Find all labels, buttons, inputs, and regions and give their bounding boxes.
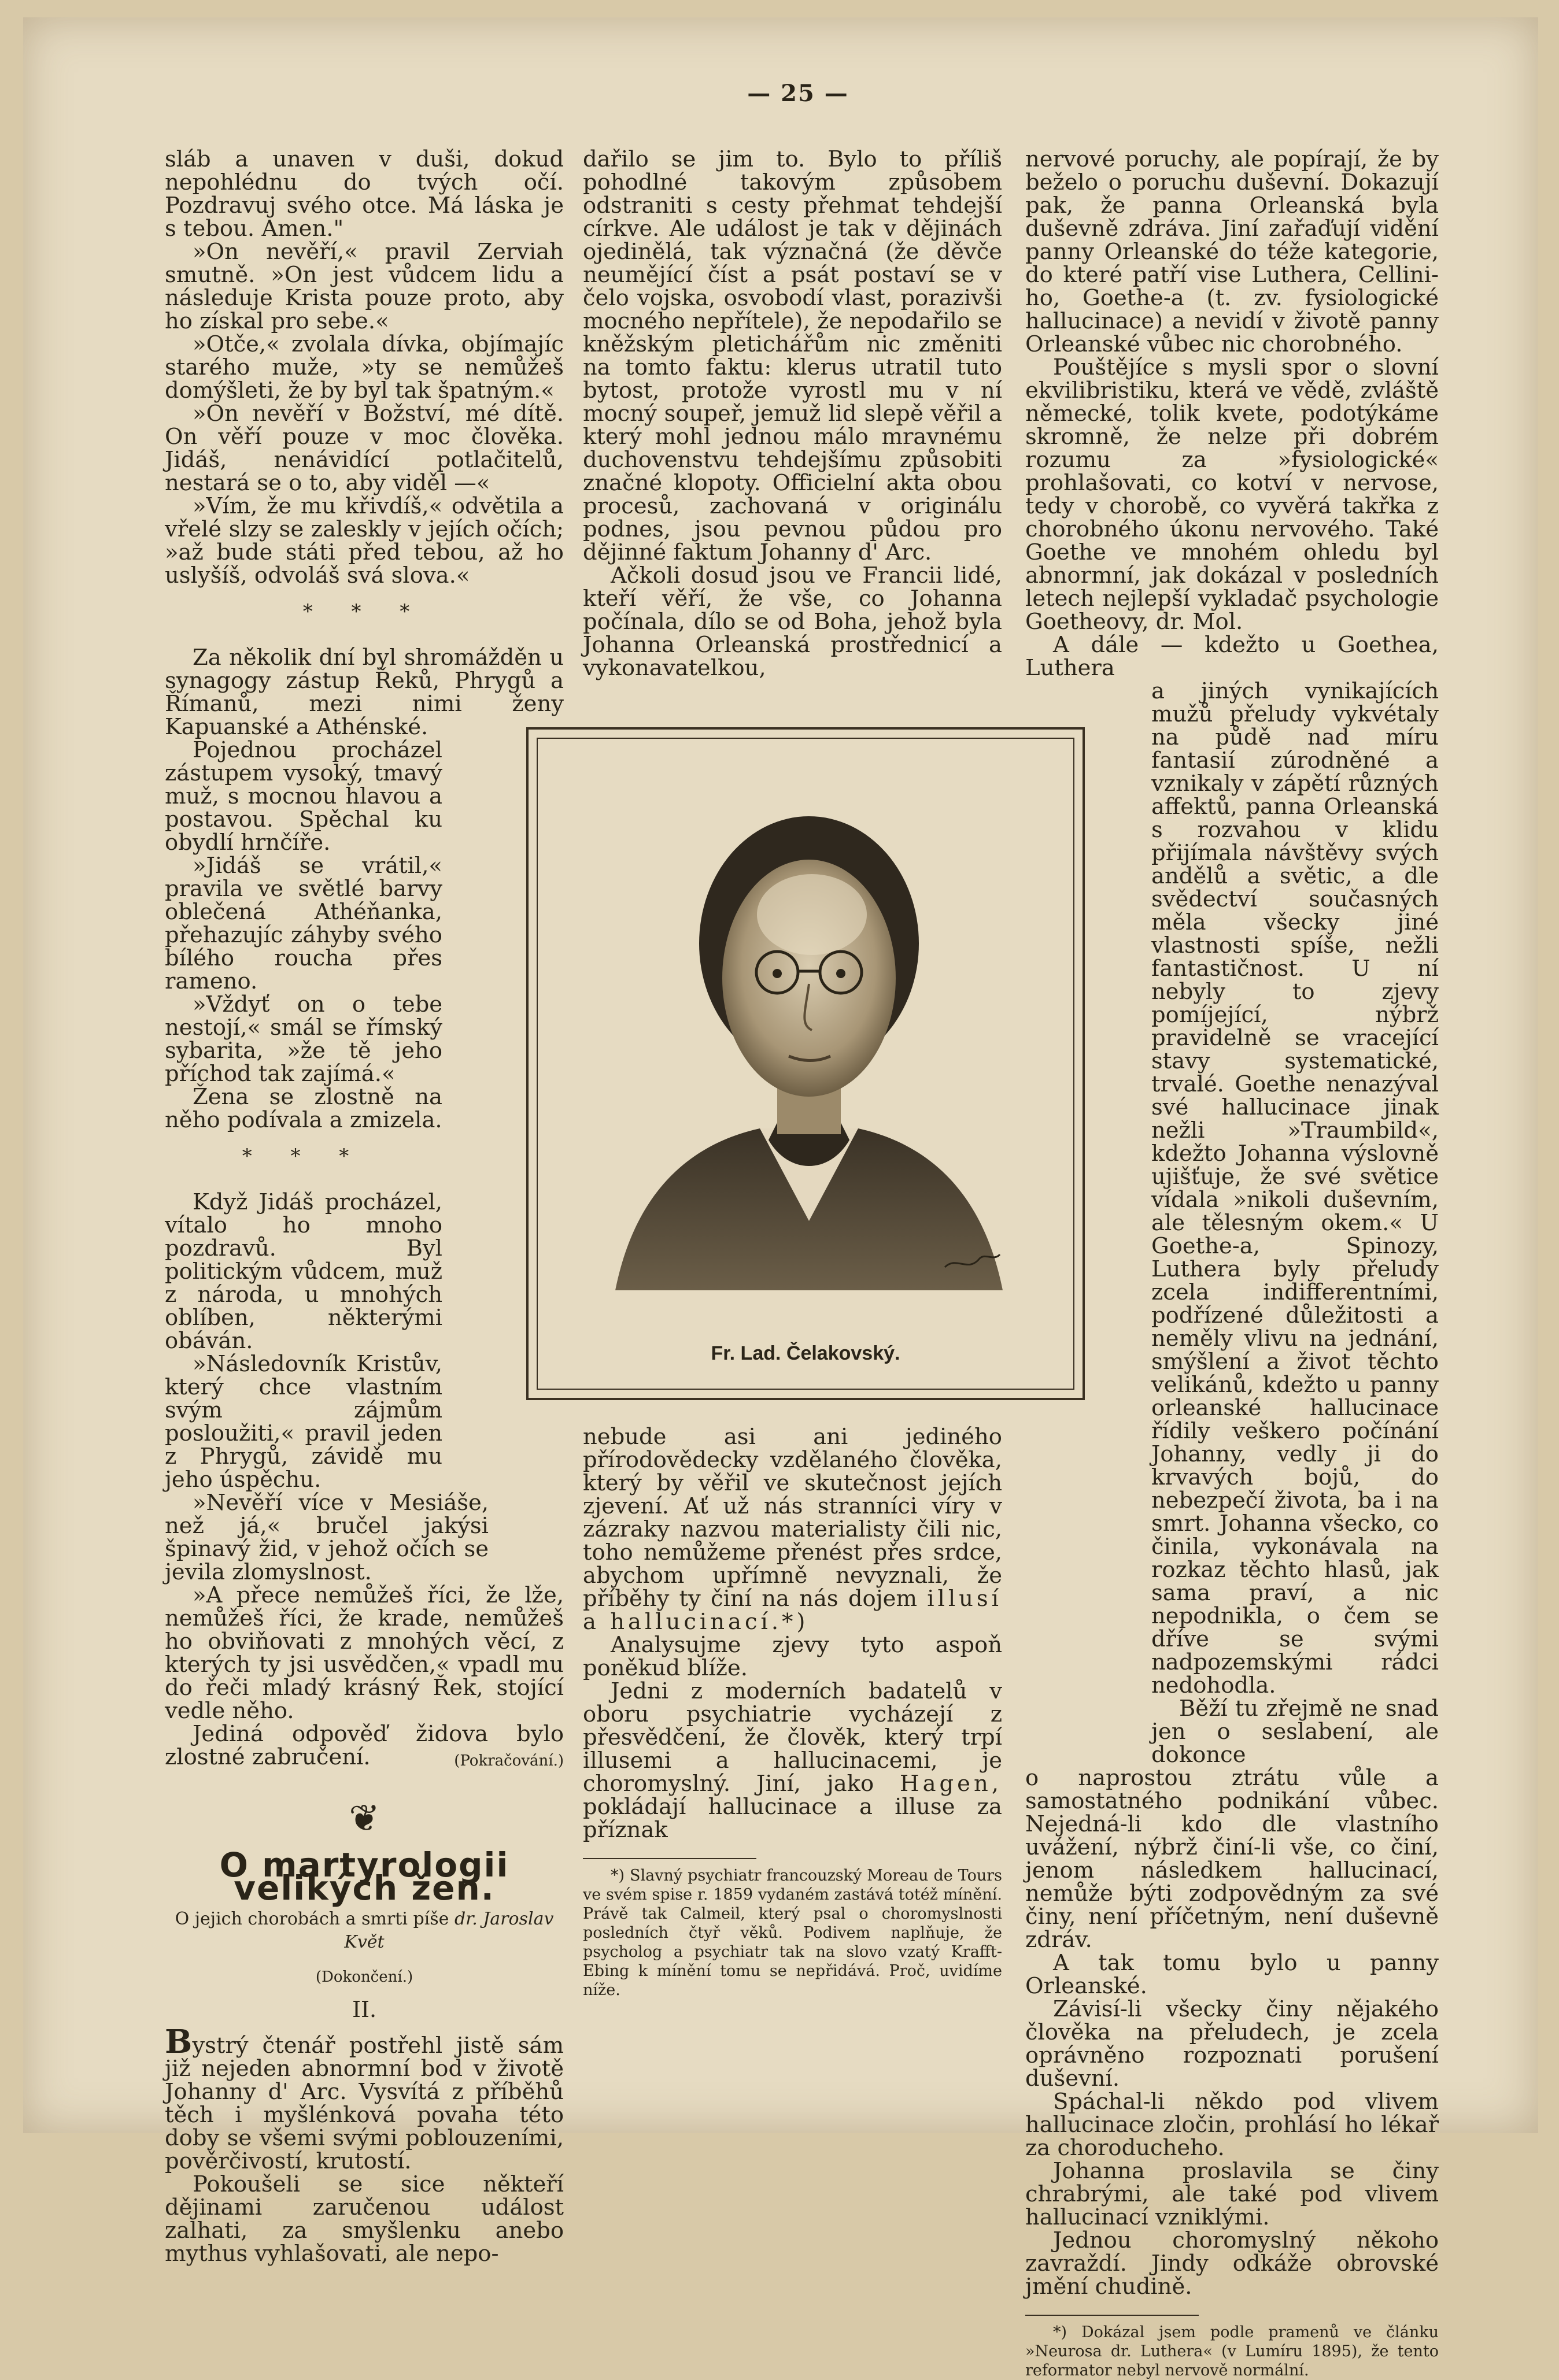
paragraph: »Nevěří více v Mesiáše, než já,« bručel jakýsi špinavý žid, v jehož očích se jevila zlomyslnost. bbox=[165, 1490, 489, 1585]
paragraph: o naprostou ztrátu vůle a samostatného podnikání vůbec. Nejedná-li kdo dle vlastního uvážení, nýbrž činí-li vše, co činí, jenom následkem hallucinací, nemůže býti zodpovědným za své činy, není příčetným, není duševně zdráv. bbox=[1025, 1765, 1439, 1953]
paragraph: Jediná odpověď židova bylo zlostné zabručení. bbox=[165, 1721, 564, 1770]
ornament-icon: ❦ bbox=[349, 1797, 380, 1840]
portrait-image bbox=[569, 770, 1047, 1325]
column-2-lower bbox=[583, 1426, 1002, 2000]
byline-prefix: O jejich chorobách a smrti píše bbox=[175, 1909, 449, 1929]
paragraph: Běží tu zřejmě ne snad jen o seslabení, ale dokonce bbox=[1151, 1696, 1439, 1768]
paragraph-text: nebude asi ani jediného přírodovědecky vzdělaného člověka, který by věřil ve skutečnost jejích zjevení. Ať už nás stranníci víry v zázraky nazvou materialisty čili nic, toho nemůžeme přenést přes srdce, abychom upřímně nevyznali, že příběhy ty činí na nás dojem bbox=[583, 1424, 1002, 1612]
paragraph: »Vím, že mu křivdíš,« odvětila a vřelé slzy se zaleskly v jejích očích; »až bude státi před tebou, až ho uslyšíš, odvoláš svá slova.« bbox=[165, 493, 564, 588]
page-number: — 25 — bbox=[747, 80, 849, 107]
section-divider: * * * bbox=[302, 600, 426, 623]
paragraph: »On nevěří,« pravil Zerviah smutně. »On jest vůdcem lidu a následuje Krista pouze proto, aby ho získal pro sebe.« bbox=[165, 239, 564, 334]
paragraph: »Otče,« zvolala dívka, objímajíc starého muže, »ty se nemůžeš domýšleti, že by byl tak špatným.« bbox=[165, 331, 564, 404]
paragraph: Analysujme zjevy tyto aspoň poněkud blíže. bbox=[583, 1632, 1002, 1681]
paragraph: A tak tomu bylo u panny Orleanské. bbox=[1025, 1950, 1439, 1999]
paragraph: Johanna proslavila se činy chrabrými, ale také pod vlivem hallucinací vzniklými. bbox=[1025, 2158, 1439, 2230]
drop-cap: B bbox=[165, 2023, 193, 2061]
footnote: *) Slavný psychiatr francouzský Moreau de Tours ve svém spise r. 1859 vydaném zastává totéž mínění. Právě tak Calmeil, který psal o choromyslnosti posledních čtyř věků. Podivem naplňuje, že psycholog a psychiatr tak na slovo vzatý Krafft-Ebing k mínění tomu se nepřidává. Proč, uvidíme níže. bbox=[583, 1867, 1002, 1999]
column-2 bbox=[583, 148, 1002, 680]
paragraph: Když Jidáš procházel, vítalo ho mnoho pozdravů. Byl politickým vůdcem, muž z národa, u mnohých oblíben, některými obáván. bbox=[165, 1189, 442, 1354]
portrait-caption: Fr. Lad. Čelakovský. bbox=[711, 1342, 900, 1364]
paragraph: »Vždyť on o tebe nestojí,« smál se římský sybarita, »že tě jeho příchod tak zajímá.« bbox=[165, 991, 442, 1087]
paragraph: nervové poruchy, ale popírají, že by beželo o poruchu duševní. Dokazují pak, že panna Orleanská byla duševně zdráva. Jiní zařaďují vidění panny Orleanské do téže kategorie, do které patří vise Luthera, Cellini-ho, Goethe-a (t. zv. fysiologické hallucinace) a nevidí v životě panny Orleanské vůbec nic chorobného. bbox=[1025, 146, 1439, 357]
newspaper-page bbox=[23, 17, 1538, 2379]
paragraph: Jednou choromyslný někoho zavraždí. Jindy odkáže obrovské jmění chudině. bbox=[1025, 2227, 1439, 2300]
column-1 bbox=[165, 148, 564, 2266]
paragraph bbox=[165, 2023, 564, 2174]
paragraph bbox=[583, 1680, 1002, 1842]
paragraph-text: Jedni z moderních badatelů v oboru psychiatrie vycházejí z přesvědčení, že člověk, který trpí illusemi a hallucinacemi, je choromyslný. Jiní, jako bbox=[583, 1678, 1002, 1797]
paragraph: »On nevěří v Božství, mé dítě. On věří pouze v moc člověka. Jidáš, nenávidící potlačitelů, nestará se o to, aby viděl —« bbox=[165, 401, 564, 496]
footnote-rule bbox=[1025, 2315, 1199, 2316]
emphasis-text: Hagen, bbox=[900, 1771, 1002, 1797]
paragraph-text: ystrý čtenář postřehl jistě sám již nejeden abnormní bod v životě Johanny d' Arc. Vysvítá z příběhů těch i myšlénková povaha této doby se všemi svými poblouzeními, pověrčivostí, krutostí. bbox=[165, 2033, 564, 2174]
paragraph: »Následovník Kristův, který chce vlastním svým zájmům posloužiti,« pravil jeden z Phrygů, závidě mu jeho úspěchu. bbox=[165, 1351, 442, 1493]
author-name: dr. Jaroslav Květ bbox=[344, 1909, 554, 1952]
paragraph: Ačkoli dosud jsou ve Francii lidé, kteří věří, že vše, co Johanna počínala, dílo se od Boha, jehož byla Johanna Orleanská prostřednicí a vykonavatelkou, bbox=[583, 562, 1002, 681]
paragraph: Za několik dní byl shromážděn u synagogy zástup Řeků, Phrygů a Římanů, mezi nimi ženy Kapuanské a Athénské. bbox=[165, 645, 564, 740]
article-status: (Dokončení.) bbox=[315, 1968, 413, 1986]
paragraph: Pojednou procházel zástupem vysoký, tmavý muž, s mocnou hlavou a postavou. Spěchal ku obydlí hrnčíře. bbox=[165, 737, 442, 856]
paragraph: »Jidáš se vrátil,« pravila ve světlé barvy oblečená Athéňanka, přehazujíc záhyby svého bílého roucha přes rameno. bbox=[165, 853, 442, 994]
paragraph bbox=[583, 1426, 1002, 1634]
paragraph: Závisí-li všecky činy nějakého člověka na přeludech, je zcela oprávněno rozpoznati porušení duševní. bbox=[1025, 1996, 1439, 2092]
paragraph: Žena se zlostně na něho podívala a zmizela. bbox=[165, 1084, 442, 1133]
section-divider: * * * bbox=[242, 1145, 365, 1168]
section-number: II. bbox=[352, 1997, 377, 2022]
column-3 bbox=[1025, 148, 1439, 2380]
paragraph: A dále — kdežto u Goethea, Luthera bbox=[1025, 632, 1439, 681]
paragraph: sláb a unaven v duši, dokud nepohlédnu do tvých očí. Pozdravuj svého otce. Má láska je s tebou. Amen." bbox=[165, 146, 564, 242]
paragraph: dařilo se jim to. Bylo to příliš pohodlné takovým způsobem odstraniti s cesty přehmat tehdejší církve. Ale událost je tak v dějinách ojedinělá, tak význačná (že děvče neumějící číst a psát postaví se v čelo vojska, osvobodí vlast, porazivši mocného nepřítele), že nepodařilo se kněžským pletichářům nic změniti na tomto faktu: klerus utratil tuto bytost, protože vyrostl mu v ní mocný soupeř, jemuž lid slepě věřil a který mohl jednou málo mravnému duchovenstvu tehdejšímu způsobiti značné klopoty. Officielní akta obou procesů, zachovaná v originálu podnes, jsou pevnou půdou pro dějinné faktum Johanny d' Arc. bbox=[583, 146, 1002, 565]
continued-note: (Pokračování.) bbox=[454, 1752, 564, 1770]
paragraph: Spáchal-li někdo pod vlivem hallucinace zločin, prohlásí ho lékař za choroducheho. bbox=[1025, 2089, 1439, 2161]
paragraph-text: pokládají hallucinace a illuse za příznak bbox=[583, 1794, 1002, 1843]
paragraph: Pokoušeli se sice někteří dějinami zaručenou událost zalhati, za smyšlenku anebo mythus vyhlašovati, ale nepo- bbox=[165, 2171, 564, 2267]
footnote: *) Dokázal jsem podle pramenů ve článku »Neurosa dr. Luthera« (v Lumíru 1895), že tento reformator nebyl nervově normální. bbox=[1025, 2323, 1439, 2379]
paragraph: a jiných vynikajících mužů přeludy vykvétaly na půdě nad míru fantasií zúrodněné a vznikaly v zápětí různých affektů, panna Orleanská s rozvahou v klidu přijímala návštěvy svých andělů a světic, a dle svědectví současných měla všecky jiné vlastnosti spíše, nežli fantastičnost. U ní nebyly to zjevy pomíjející, nýbrž pravidelně se vracející stavy systematické, trvalé. Goethe nenazýval své hallucinace jinak nežli »Traumbild«, kdežto Johanna výslovně ujišťuje, že své světice vídala »nikoli duševním, ale tělesným okem.« U Goethe-a, Spinozy, Luthera byly přeludy zcela indifferentními, podřízené důležitosti a neměly vlivu na jednání, smýšlení a život těchto velikánů, kdežto u panny orleanské hallucinace řídily veškero počínání Johanny, vedly ji do krvavých bojů, do nebezpečí života, ba i na smrt. Johanna všecko, co činila, vykonávala na rozkaz těchto hlasů, jak sama praví, a nic nepodnikla, o čem se dříve se svými nadpozemskými rádci nedohodla. bbox=[1151, 678, 1439, 1698]
footnote-rule bbox=[583, 1858, 756, 1859]
emphasis-text: illusí a hallucinací.*) bbox=[583, 1586, 1002, 1635]
article-title: O martyrologii velikých žen. bbox=[219, 1845, 509, 1908]
paragraph: Pouštějíce s mysli spor o slovní ekvilibristiku, která ve vědě, zvláště německé, tolik kvete, podotýkáme skromně, že nelze při dobrém rozumu za »fysiologické« prohlašovati, co kotví v nervose, tedy v chorobě, co vyvěrá takřka z chorobného úkonu nervového. Také Goethe ve mnohém ohledu byl abnormní, jak dokázal v posledních letech nejlepší vykladač psychologie Goetheovy, dr. Mol. bbox=[1025, 354, 1439, 635]
article-subtitle bbox=[165, 1908, 564, 1954]
paragraph: »A přece nemůžeš říci, že lže, nemůžeš říci, že krade, nemůžeš ho obviňovati z mnohých věcí, z kterých ty jsi usvědčen,« vpadl mu do řeči mladý krásný Řek, stojící vedle něho. bbox=[165, 1582, 564, 1724]
portrait-frame bbox=[526, 727, 1085, 1400]
